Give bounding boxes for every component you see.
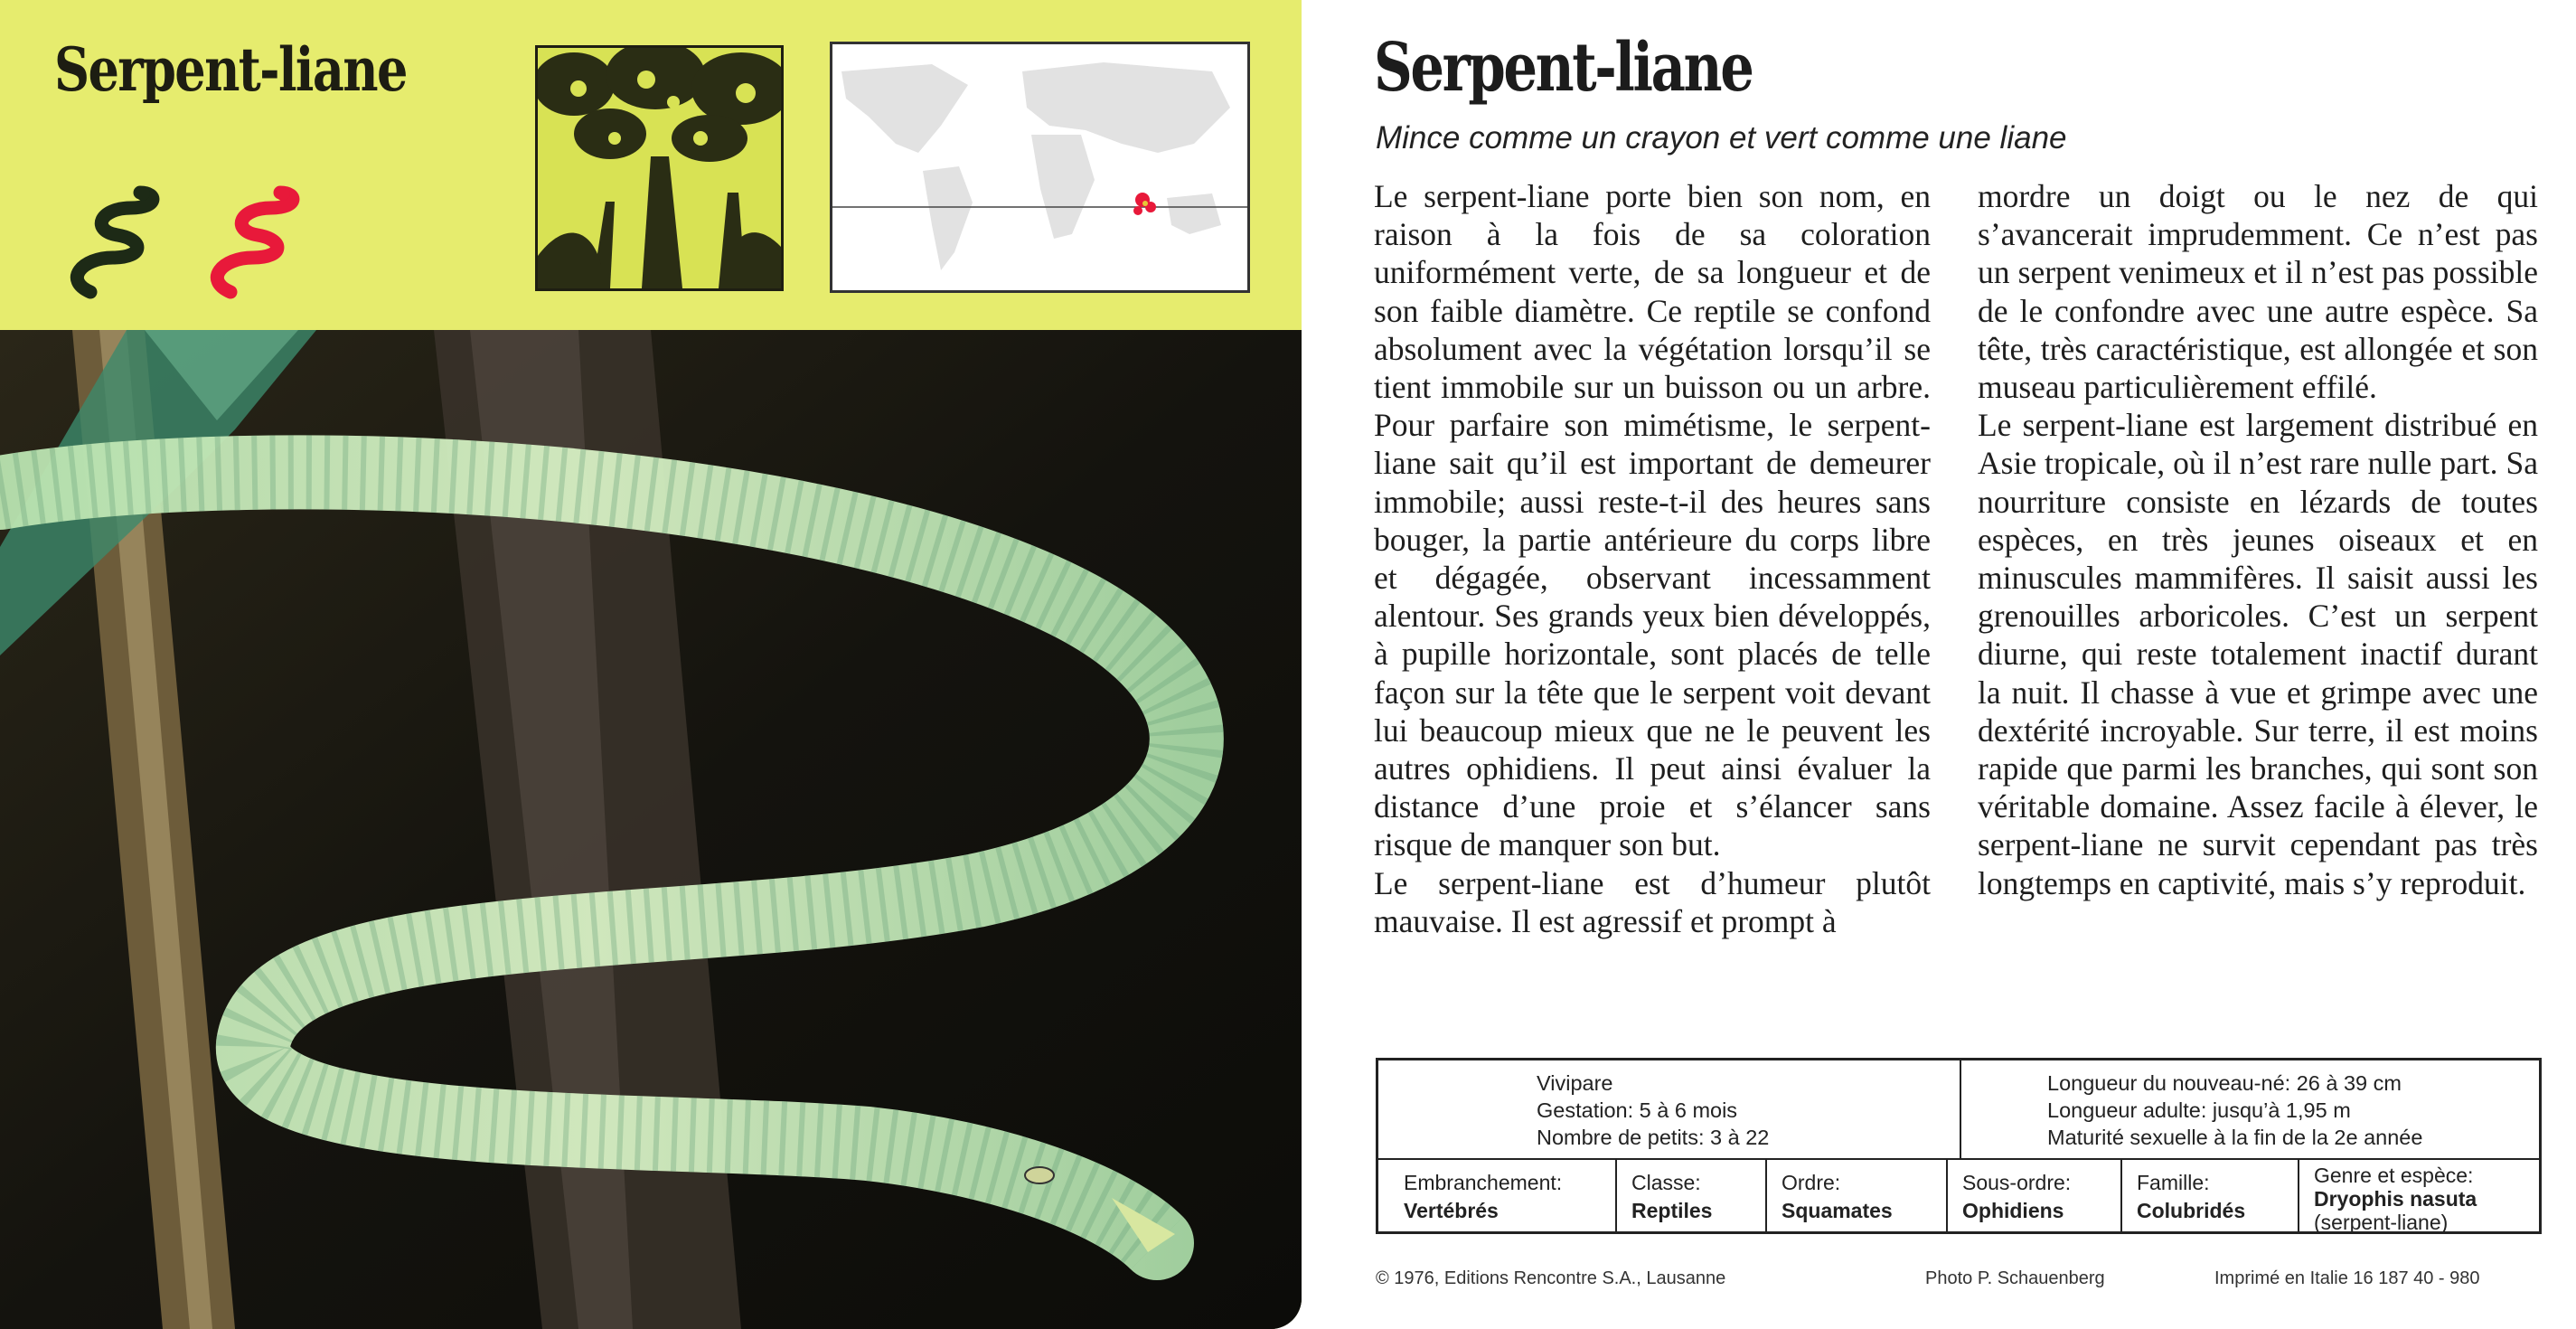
fact-line: Maturité sexuelle à la fin de la 2e année — [2047, 1126, 2423, 1149]
taxonomy-label: Embranchement: — [1404, 1171, 1563, 1194]
print-info: Imprimé en Italie 16 187 40 - 980 — [2214, 1268, 2480, 1288]
paragraph: mordre un doigt ou le nez de qui s’avancerait imprudemment. Ce n’est pas un serpent venimeux et il n’est pas possible de le confondre avec une autre espèce. Sa tête, très caractéristique, est allongée et son museau particulièrement effilé. — [1978, 178, 2538, 406]
text-column-1 — [1374, 177, 1931, 940]
fact-line: Vivipare — [1537, 1071, 1613, 1095]
facts-table — [1376, 1058, 2542, 1234]
text-column-2 — [1978, 177, 2538, 902]
divider — [1960, 1060, 1961, 1158]
taxonomy-cell — [1765, 1158, 1946, 1234]
taxonomy-value: Vertébrés — [1404, 1199, 1499, 1222]
taxonomy-cell — [2120, 1158, 2298, 1234]
taxonomy-cell — [1946, 1158, 2120, 1234]
snake-icons — [63, 185, 325, 303]
fact-line: Nombre de petits: 3 à 22 — [1537, 1126, 1770, 1149]
right-card — [1302, 0, 2576, 1329]
facts-reproduction — [1378, 1060, 2539, 1160]
taxonomy-value: Colubridés — [2137, 1199, 2246, 1222]
taxonomy-common-name: (serpent-liane) — [2314, 1211, 2449, 1234]
snake-photo — [0, 330, 1302, 1329]
taxonomy-value: Reptiles — [1631, 1199, 1713, 1222]
red-snake-icon — [217, 193, 293, 292]
paragraph: Le serpent-liane porte bien son nom, en raison à la fois de sa coloration uniformément verte, de sa longueur et de son faible diamètre. Ce reptile se confond absolument avec la végétation lorsqu’il se tient immobile sur un buisson ou un arbre. Pour parfaire son mimétisme, le serpent-liane sait qu’il est important de demeurer immobile; aussi reste-t-il des heures sans bouger, la partie antérieure du corps libre et dégagée, observant incessamment alentour. Ses grands yeux bien développés, à pupille horizontale, sont placés de telle façon sur la tête que le serpent voit devant lui beaucoup mieux que ne le peuvent les autres ophidiens. Il peut ainsi évaluer la distance d’une proie et s’élancer sans risque de manquer son but. — [1374, 178, 1931, 863]
paragraph: Le serpent-liane est largement distribué en Asie tropicale, où il n’est rare nulle part. Sa nourriture consiste en lézards de toutes espèces, en très jeunes oiseaux et en minuscules mammifères. Il saisit aussi les grenouilles arboricoles. C’est un serpent diurne, qui reste totalement inactif durant la nuit. Il chasse à vue et grimpe avec une dextérité incroyable. Sur terre, il est moins rapide que parmi les branches, qui sont son véritable domaine. Assez facile à élever, le serpent-liane ne survit cependant pas très longtemps en captivité, mais s’y reproduit. — [1978, 407, 2538, 901]
fact-line: Gestation: 5 à 6 mois — [1537, 1098, 1738, 1122]
black-snake-icon — [77, 193, 153, 292]
photo-credit: Photo P. Schauenberg — [1925, 1268, 2105, 1288]
card-heading: Serpent-liane — [1374, 29, 1753, 107]
taxonomy-label: Ordre: — [1782, 1171, 1841, 1194]
forest-habitat-icon — [535, 45, 784, 291]
card-subtitle: Mince comme un crayon et vert comme une liane — [1376, 120, 2067, 156]
fact-line: Longueur du nouveau-né: 26 à 39 cm — [2047, 1071, 2402, 1095]
taxonomy-row — [1378, 1158, 2539, 1234]
taxonomy-cell — [2298, 1158, 2542, 1234]
taxonomy-cell — [1378, 1158, 1615, 1234]
fact-line: Longueur adulte: jusqu’à 1,95 m — [2047, 1098, 2351, 1122]
taxonomy-value: Ophidiens — [1962, 1199, 2064, 1222]
taxonomy-label: Famille: — [2137, 1171, 2210, 1194]
taxonomy-value: Dryophis nasuta — [2314, 1187, 2477, 1211]
card-title: Serpent-liane — [54, 34, 407, 105]
taxonomy-label: Genre et espèce: — [2314, 1164, 2474, 1187]
taxonomy-cell — [1615, 1158, 1765, 1234]
taxonomy-label: Sous-ordre: — [1962, 1171, 2072, 1194]
paragraph: Le serpent-liane est d’humeur plutôt mauvaise. Il est agressif et prompt à — [1374, 864, 1931, 939]
taxonomy-label: Classe: — [1631, 1171, 1701, 1194]
world-map — [830, 42, 1250, 293]
taxonomy-value: Squamates — [1782, 1199, 1893, 1222]
copyright-text: © 1976, Editions Rencontre S.A., Lausanne — [1376, 1268, 1726, 1288]
